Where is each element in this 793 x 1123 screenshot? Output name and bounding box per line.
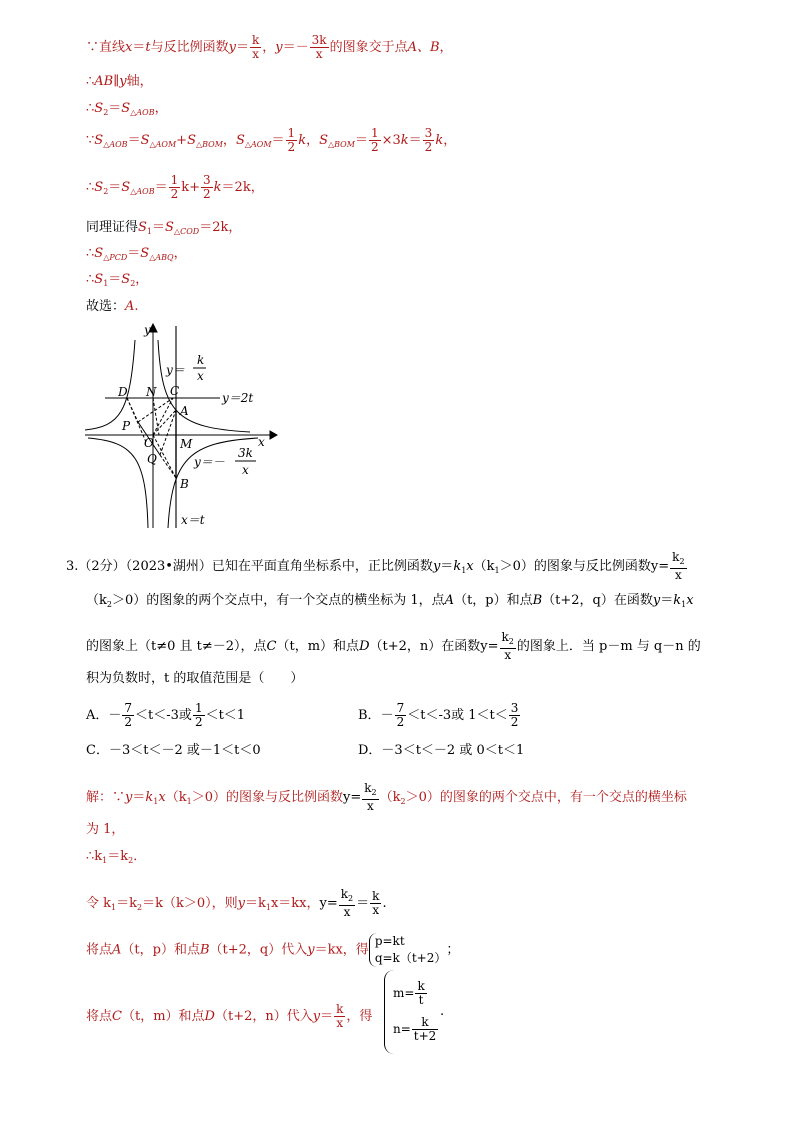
- fraction: $\frac{3k}{x}$: [311, 33, 327, 61]
- solution-3-line-6-end: .: [440, 1004, 445, 1019]
- fraction: $\frac{k_2}{x}$: [340, 887, 354, 919]
- curve-k-over-x-q3: [88, 438, 148, 528]
- solution-line-9: 故选：A.: [86, 299, 139, 314]
- fraction: $\frac{1}{2}$: [287, 126, 296, 154]
- solution-line-2: ∴AB∥y轴，: [86, 74, 153, 89]
- solution-line-1: ∵直线x＝t与反比例函数y＝ $\frac{k}{x}$ ，y＝－ $\frac{3k}{x}$ 的图象交于点A、B，: [86, 33, 453, 61]
- fraction: $\frac{k_2}{x}$: [364, 781, 377, 813]
- solution-3-line-2: 为 1，: [86, 822, 125, 837]
- solution-line-6: 同理证得$S_1=S_{\triangle COD}=2k$，: [86, 220, 242, 236]
- fraction: $\frac{k}{x}$: [336, 1002, 344, 1030]
- label-curve2-num: 3k: [238, 446, 253, 460]
- solution-3-line-5: 将点A（t，p）和点B（t+2，q）代入y＝kx，得 p=kt q=k（t+2） ；: [86, 934, 460, 965]
- label-x-axis: x: [258, 435, 265, 449]
- fraction: $\frac{1}{2}$: [194, 701, 203, 729]
- label-point-P: P: [122, 419, 131, 433]
- label-point-M: M: [180, 437, 193, 451]
- label-point-D: D: [118, 385, 128, 399]
- solution-3-line-1: 解：$\because y=k_1x(k_1>0)$的图象与反比例函数y= $\frac{k_2}{x}$ $(k_2>0)$的图象的两个交点中，有一个交点的横坐标: [86, 781, 687, 813]
- solution-line-7: $\therefore S_{\triangle PCD}=S_{\triangle ABQ}$，: [86, 246, 187, 262]
- equation-system-mn: m= $\frac{k}{t}$ n= $\frac{k}{t+2}$: [384, 970, 445, 1054]
- fraction: $\frac{k}{x}$: [252, 33, 260, 61]
- label-point-Q: Q: [147, 452, 157, 466]
- problem-3-line-2: $(k_2>0)$的图象的两个交点中，有一个交点的横坐标为 1，点A（t，p）和点B（t+2，q）在函数$y=k_1x$: [86, 593, 694, 609]
- problem-3-line-1: 3.（2分）（2023•湖州）已知在平面直角坐标系中，正比例函数$y=k_1x(k_1>0)$的图象与反比例函数y= $\frac{k_2}{x}$: [66, 550, 685, 582]
- fraction: $\frac{k}{t+2}$: [413, 1015, 437, 1043]
- label-point-C: C: [170, 384, 180, 398]
- label-curve1-num: k: [197, 353, 205, 367]
- label-y-2t: y＝2t: [222, 391, 254, 405]
- fraction: $\frac{k_2}{x}$: [501, 630, 514, 662]
- segment-qb: [160, 455, 176, 478]
- label-curve2-den: x: [242, 463, 249, 477]
- fraction: $\frac{k}{t}$: [417, 979, 425, 1007]
- solution-3-line-3: $\therefore k_1=k_2$．: [86, 849, 147, 865]
- label-curve1-den: x: [197, 369, 204, 383]
- fraction: $\frac{k_2}{x}$: [672, 550, 685, 582]
- fraction: $\frac{3}{2}$: [424, 126, 433, 154]
- fraction: $\frac{7}{2}$: [396, 701, 405, 729]
- segment-oa: [153, 410, 176, 435]
- function-graph-figure: [80, 318, 280, 533]
- label-point-O: O: [144, 436, 154, 450]
- label-curve1-y: y＝: [166, 363, 185, 377]
- solution-3-line-4: 令 $k_1=k_2=k(k>0)$，则$y=k_1x=kx$，y= $\frac{k_2}{x}$ ＝ $\frac{k}{x}$ .: [86, 887, 387, 919]
- option-d[interactable]: D．－3＜t＜－2 或 0＜t＜1: [358, 743, 525, 758]
- option-c[interactable]: C．－3＜t＜－2 或－1＜t＜0: [86, 743, 261, 758]
- x-axis-arrow: [270, 431, 277, 439]
- problem-3-line-4: 积为负数时，t 的取值范围是（ ）: [86, 671, 304, 686]
- label-point-N: N: [146, 385, 157, 399]
- label-curve2-y: y＝－: [194, 455, 225, 469]
- label-point-B: B: [180, 477, 189, 491]
- fraction: $\frac{7}{2}$: [124, 701, 133, 729]
- solution-3-line-6: 将点C（t，m）和点D（t+2，n）代入y＝ $\frac{k}{x}$ ，得: [86, 1002, 373, 1030]
- solution-line-8: $\therefore S_1=S_2$，: [86, 272, 149, 288]
- label-y-axis: y: [144, 323, 151, 337]
- fraction: $\frac{1}{2}$: [170, 173, 179, 201]
- fraction: $\frac{3}{2}$: [203, 173, 211, 201]
- solution-line-4: $\because S_{\triangle AOB}=S_{\triangle AOM}+S_{\triangle BOM}$，$S_{\triangle AOM}=$ $\frac{1}{2}$ k，$S_{\triangle BOM}=$ $\frac{1}{2}$ ×3k＝ $\frac{3}{2}$ k，: [86, 126, 457, 154]
- label-x-t: x＝t: [181, 513, 205, 527]
- fraction: $\frac{3}{2}$: [510, 701, 519, 729]
- option-b[interactable]: B．－ $\frac{7}{2}$ ＜t＜-3或 1＜t＜ $\frac{3}{2}$: [358, 701, 519, 729]
- label-point-A: A: [180, 404, 189, 418]
- solution-line-3: $\therefore S_2=S_{\triangle AOB}$，: [86, 101, 168, 117]
- fraction: $\frac{1}{2}$: [370, 126, 379, 154]
- equation-system: p=kt q=k（t+2）: [369, 933, 447, 967]
- option-a[interactable]: A．－ $\frac{7}{2}$ ＜t＜-3或 $\frac{1}{2}$ ＜t＜1: [86, 701, 246, 729]
- fraction: $\frac{k}{x}$: [372, 889, 380, 917]
- problem-3-line-3: 的图象上（t≠0 且 t≠－2），点C（t，m）和点D（t+2，n）在函数y= $\frac{k_2}{x}$ 的图象上．当 p－m 与 q－n 的: [86, 630, 701, 662]
- solution-line-5: $\therefore S_2=S_{\triangle AOB}=$ $\frac{1}{2}$ k+ $\frac{3}{2}$ k＝2k，: [86, 173, 264, 201]
